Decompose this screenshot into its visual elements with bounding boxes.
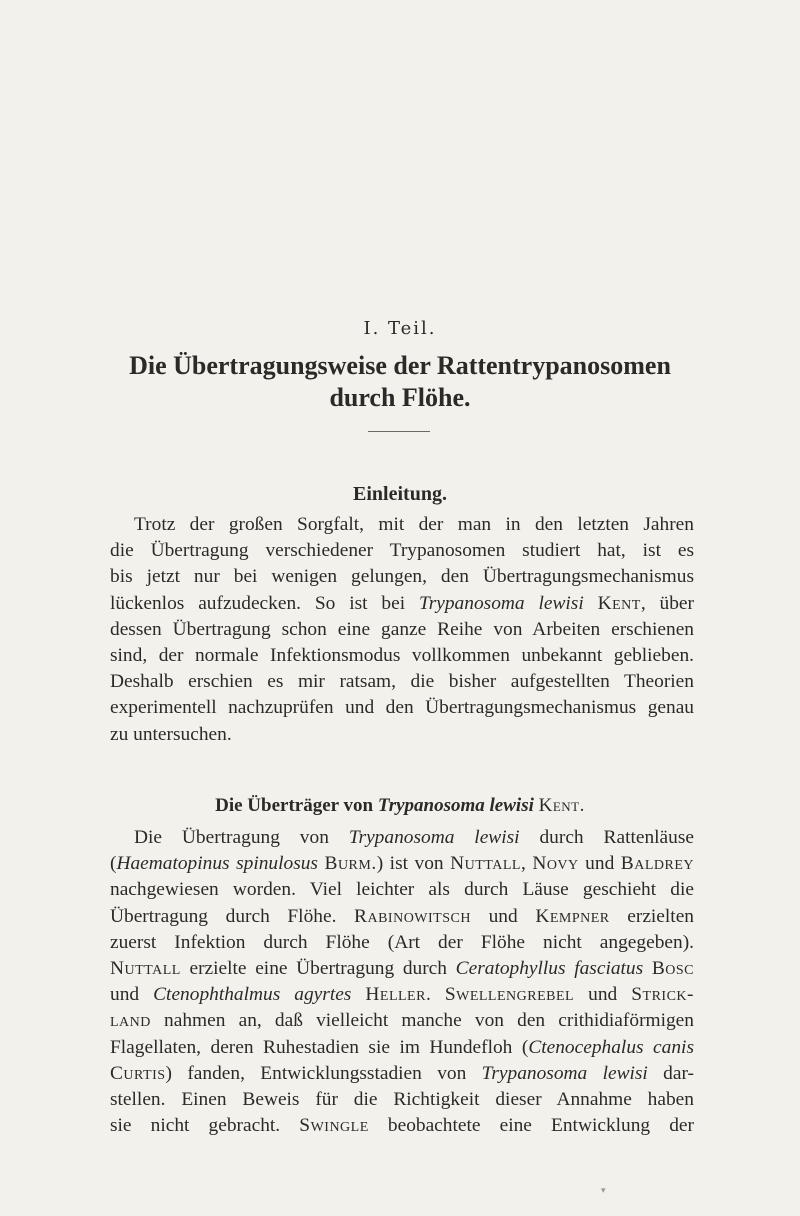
author-name: Burm. [324, 853, 377, 875]
text-run: und [574, 984, 632, 1006]
author-name: Novy [532, 853, 579, 875]
text-line: bis jetzt nur bei wenigen gelungen, den Übertragungsmechanismus [110, 566, 694, 588]
title-divider [368, 431, 430, 432]
text-line: experimentell nachzuprüfen und den Übertragungsmechanismus genau [110, 697, 694, 719]
text-line [110, 877, 694, 903]
subsection-heading [0, 795, 800, 817]
author-name: Baldrey [620, 853, 694, 875]
text-run: Übertragung durch Flöhe. [110, 905, 355, 927]
author-name: Swingle [299, 1115, 369, 1137]
text-line [110, 1008, 694, 1034]
subheading-prefix: Die Überträger von [215, 795, 378, 816]
species-name: Trypanosoma lewisi [481, 1062, 648, 1084]
text-run: dar- [647, 1062, 694, 1084]
text-run: und [470, 905, 536, 927]
text-run: und [578, 853, 621, 875]
text-line [110, 1061, 694, 1087]
species-name: Trypanosoma lewisi [377, 795, 534, 816]
text-run: Flagellaten, deren Ruhestadien sie im Hundefloh ( [110, 1036, 529, 1058]
text-run: ) ist von [376, 853, 451, 875]
species-name: Haematopinus spinulosus [116, 853, 318, 875]
author-name: Bosc [651, 957, 694, 979]
author-name: Nuttall [110, 957, 181, 979]
author-name: Kent [597, 592, 641, 614]
chapter-title-line-2: durch Flöhe. [329, 383, 471, 412]
text-run: . [425, 984, 445, 1006]
author-name: Kempner [535, 905, 610, 927]
text-line [110, 591, 694, 617]
text-run: sie nicht gebracht. [110, 1115, 300, 1137]
text-run: stellen. Einen Beweis für die Richtigkeit dieser Annahme haben [110, 1088, 694, 1110]
species-name: Ctenocephalus canis [528, 1036, 694, 1058]
species-name: Ctenophthalmus agyrtes [153, 984, 352, 1006]
text-run: nahmen an, daß vielleicht manche von den crithidiaförmigen [150, 1010, 694, 1032]
author-name: Strick- [631, 984, 694, 1006]
text-run: zuerst Infektion durch Flöhe (Art der Flöhe nicht angegeben). [110, 931, 694, 953]
part-label: I. Teil. [363, 318, 437, 339]
text-run: , [520, 853, 533, 875]
species-name: Trypanosoma lewisi [419, 592, 584, 614]
text-line [110, 930, 694, 956]
paragraph-carriers [110, 825, 694, 1139]
text-line: dessen Übertragung schon eine ganze Reihe von Arbeiten erschienen [110, 618, 694, 640]
text-run: ) fanden, Entwicklungsstadien von [165, 1062, 482, 1084]
author-name: Rabinowitsch [354, 905, 471, 927]
text-run: erzielte eine Übertragung durch [180, 957, 456, 979]
paper-speck: ▾ [601, 1186, 606, 1196]
paragraph-introduction [110, 512, 694, 748]
species-name: Ceratophyllus fasciatus [455, 957, 644, 979]
species-name: Trypanosoma lewisi [348, 827, 520, 848]
text-run: lückenlos aufzudecken. So ist bei [110, 592, 419, 614]
text-run: beobachtete eine Entwicklung der [368, 1115, 694, 1137]
text-run: durch Rattenläuse [519, 827, 694, 848]
text-run: , über [640, 592, 694, 614]
text-run [643, 958, 652, 979]
author-name: Kent. [538, 795, 585, 816]
section-heading: Einleitung. [353, 483, 447, 505]
text-line [110, 1087, 694, 1113]
text-line [110, 904, 694, 930]
author-name: Swellengrebel [444, 984, 575, 1006]
text-line [110, 1113, 694, 1139]
text-run: Die Übertragung von [134, 827, 349, 848]
author-name: Curtis [110, 1062, 166, 1084]
chapter-title-line-1: Die Übertragungsweise der Rattentrypanosomen [129, 351, 671, 380]
text-line: Trotz der großen Sorgfalt, mit der man in den letzten Jahren [134, 514, 694, 535]
text-line [110, 825, 694, 851]
text-line [110, 851, 694, 877]
chapter-title [0, 350, 800, 414]
text-run: und [110, 984, 154, 1006]
text-run: ( [110, 853, 117, 875]
text-run [584, 593, 598, 614]
text-line [110, 1035, 694, 1061]
text-line: zu untersuchen. [110, 723, 232, 745]
text-line [110, 956, 694, 982]
text-line [110, 982, 694, 1008]
text-line: sind, der normale Infektionsmodus vollkommen unbekannt geblieben. [110, 644, 694, 666]
text-line: Deshalb erschien es mir ratsam, die bisher aufgestellten Theorien [110, 671, 694, 693]
text-run: erzielten [609, 905, 694, 927]
text-run: nachgewiesen worden. Viel leichter als durch Läuse geschieht die [110, 879, 694, 901]
text-line: die Übertragung verschiedener Trypanosomen studiert hat, ist es [110, 540, 694, 562]
author-name: land [110, 1010, 151, 1032]
text-run [351, 984, 365, 1005]
author-name: Nuttall [450, 853, 521, 875]
author-name: Heller [365, 984, 426, 1006]
